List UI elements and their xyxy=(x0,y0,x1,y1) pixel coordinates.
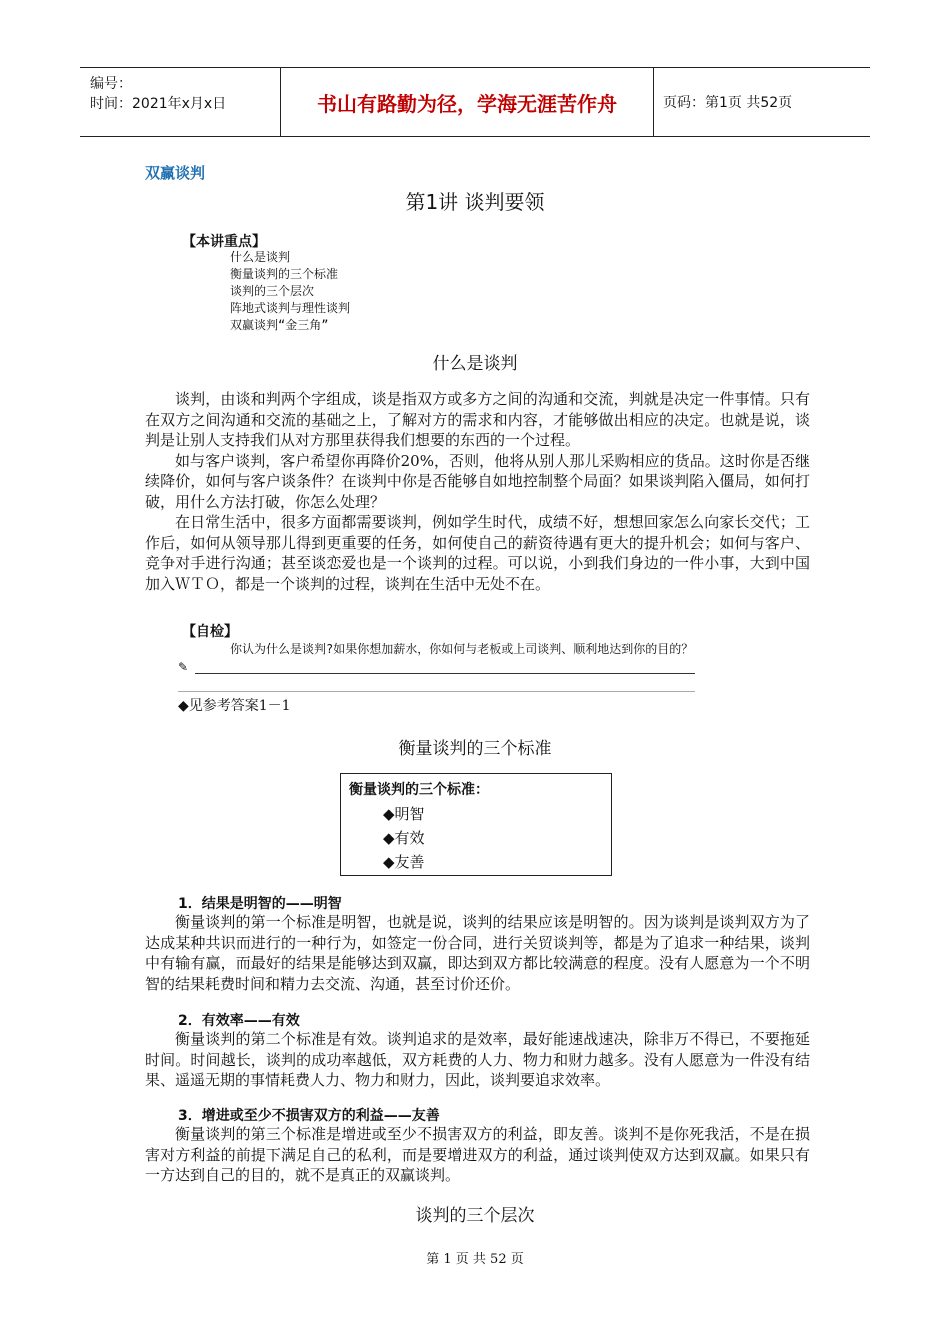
key-point-item: 阵地式谈判与理性谈判 xyxy=(230,301,351,315)
section1-heading: 什么是谈判 xyxy=(432,354,518,374)
header-number: 编号： xyxy=(90,76,132,92)
paragraph: 衡量谈判的第一个标准是明智，也就是说，谈判的结果应该是明智的。因为谈判是谈判双方为了达成某种共识而进行的一种行为，如签定一份合同，进行关贸谈判等，都是为了追求一种结果，谈判中有输有赢，而最好的结果是能够达到双赢，即达到双方都比较满意的程度。没有人愿意为一个不明智的结果耗费时间和精力去交流、沟通，甚至讨价还价。 xyxy=(145,913,810,993)
standards-box-item: ◆有效 xyxy=(383,829,425,847)
key-point-item: 衡量谈判的三个标准 xyxy=(230,267,339,281)
paragraph: 如与客户谈判，客户希望你再降价20%，否则，他将从别人那儿采购相应的货品。这时你是否继续降价，如何与客户谈条件？在谈判中你是否能够自如地控制整个局面？如果谈判陷入僵局，如何打破，用什么方法打破，你怎么处理？ xyxy=(145,451,810,511)
section-label: 双赢谈判 xyxy=(145,164,206,182)
key-points-list xyxy=(230,249,350,334)
section3-heading: 谈判的三个层次 xyxy=(415,1206,535,1226)
standards-box-item: ◆明智 xyxy=(383,805,425,823)
self-check-heading: 【自检】 xyxy=(182,624,238,640)
section2-heading: 衡量谈判的三个标准 xyxy=(398,739,552,759)
section1-body xyxy=(145,389,810,594)
page-footer: 第 1 页 共 52 页 xyxy=(426,1252,524,1267)
key-point-item: 双赢谈判“金三角” xyxy=(230,318,329,332)
standards-box xyxy=(340,773,612,876)
paragraph: 衡量谈判的第三个标准是增进或至少不损害双方的利益，即友善。谈判不是你死我活，不是在损害对方利益的前提下满足自己的私利，而是要增进双方的利益，通过谈判使双方达到双赢。如果只有一方达到自己的目的，就不是真正的双赢谈判。 xyxy=(145,1125,810,1184)
key-point-item: 谈判的三个层次 xyxy=(230,284,315,298)
header-meta xyxy=(80,68,280,142)
subsection-body xyxy=(145,912,810,994)
key-point-item: 什么是谈判 xyxy=(230,250,291,264)
subsection-body xyxy=(145,1029,810,1091)
page-header xyxy=(80,67,870,137)
divider xyxy=(178,691,695,692)
paragraph: 谈判，由谈和判两个字组成，谈是指双方或多方之间的沟通和交流，判就是决定一件事情。只有在双方之间沟通和交流的基础之上，了解对方的需求和内容，才能够做出相应的决定。也就是说，谈判是让别人支持我们从对方那里获得我们想要的东西的一个过程。 xyxy=(145,390,810,449)
answer-line[interactable] xyxy=(195,673,695,674)
header-page-info: 页码：第1页 共52页 xyxy=(663,95,793,111)
self-check-question: 你认为什么是谈判?如果你想加薪水，你如何与老板或上司谈判、顺利地达到你的目的？ xyxy=(230,642,694,656)
subsection-title: 2．有效率——有效 xyxy=(178,1013,300,1029)
standards-box-heading: 衡量谈判的三个标准： xyxy=(349,782,489,798)
pen-icon: ✎ xyxy=(178,660,189,674)
header-motto: 书山有路勤为径，学海无涯苦作舟 xyxy=(280,68,654,136)
key-points-heading: 【本讲重点】 xyxy=(182,234,266,250)
header-time: 时间：2021年x月x日 xyxy=(90,96,227,112)
standards-box-item: ◆友善 xyxy=(383,853,425,871)
subsection-title: 3．增进或至少不损害双方的利益——友善 xyxy=(178,1108,440,1124)
subsection-body xyxy=(145,1124,810,1186)
paragraph: 在日常生活中，很多方面都需要谈判，例如学生时代，成绩不好，想想回家怎么向家长交代；工作后，如何从领导那儿得到更重要的任务，如何使自己的薪资待遇有更大的提升机会；如何与客户、竞争对手进行沟通；甚至谈恋爱也是一个谈判的过程。可以说，小到我们身边的一件小事，大到中国加入ＷＴＯ，都是一个谈判的过程，谈判在生活中无处不在。 xyxy=(145,513,810,593)
lecture-title: 第1讲 谈判要领 xyxy=(405,190,545,214)
subsection-title: 1．结果是明智的——明智 xyxy=(178,896,342,912)
reference-answer-link: ◆见参考答案1－1 xyxy=(178,698,291,714)
paragraph: 衡量谈判的第二个标准是有效。谈判追求的是效率，最好能速战速决，除非万不得已，不要拖延时间。时间越长，谈判的成功率越低，双方耗费的人力、物力和财力越多。没有人愿意为一件没有结果、遥遥无期的事情耗费人力、物力和财力，因此，谈判要追求效率。 xyxy=(145,1030,810,1089)
